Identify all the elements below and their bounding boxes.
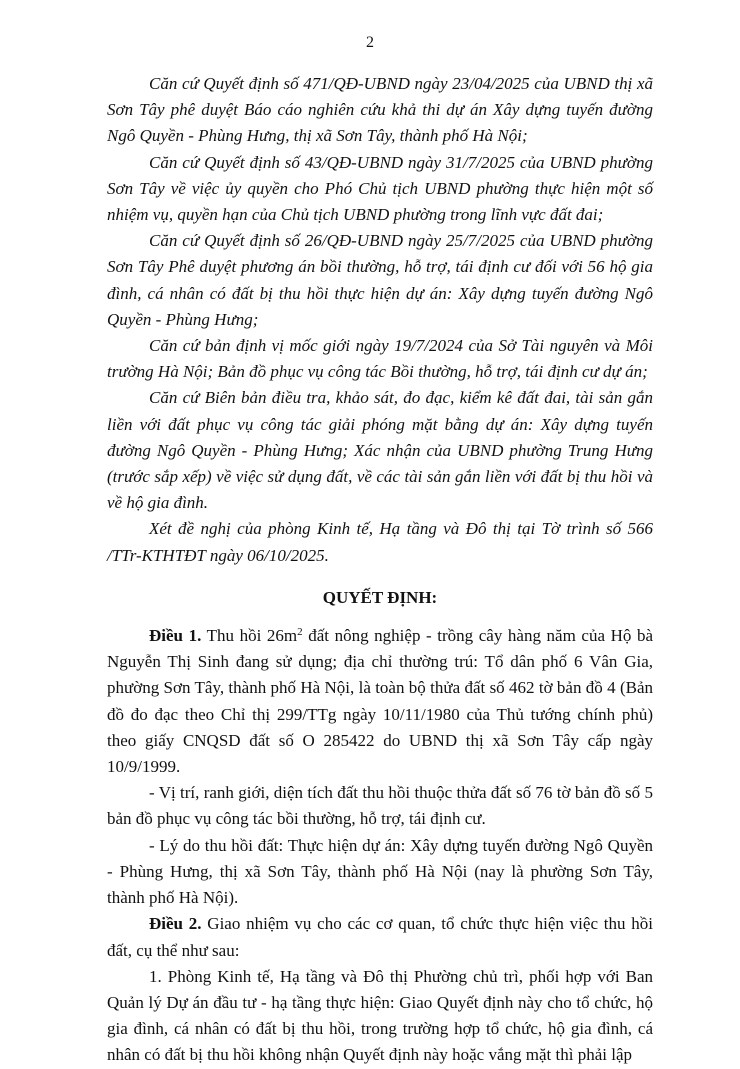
recital-3: Căn cứ Quyết định số 26/QĐ-UBND ngày 25/7/2025 của UBND phường Sơn Tây Phê duyệt phương án bồi thường, hỗ trợ, tái định cư đối với 56 hộ gia đình, cá nhân có đất bị thu hồi thực hiện dự án: Xây dựng tuyến đường Ngô Quyền - Phùng Hưng; xyxy=(107,231,653,329)
article-1-label: Điều 1. xyxy=(149,626,202,646)
article-1-bullet-location: - Vị trí, ranh giới, diện tích đất thu hồi thuộc thửa đất số 76 tờ bản đồ số 5 bản đồ phục vụ công tác bồi thường, hỗ trợ, tái định cư. xyxy=(107,783,653,829)
article-1-text-b: đất nông nghiệp - trồng cây hàng năm của Hộ bà Nguyễn Thị Sinh đang sử dụng; địa chỉ thường trú: Tổ dân phố 6 Vân Gia, phường Sơn Tây, thành phố Hà Nội, là toàn bộ thửa đất số 462 tờ bản đồ 4 (Bản đồ đo đạc theo Chỉ thị 299/TTg ngày 10/11/1980 của Thủ tướng chính phủ) theo giấy CNQSD đất số O 285422 do UBND thị xã Sơn Tây cấp ngày 10/9/1999. xyxy=(107,626,654,777)
recital-6: Xét đề nghị của phòng Kinh tế, Hạ tầng và Đô thị tại Tờ trình số 566 /TTr-KTHTĐT ngày 06/10/2025. xyxy=(107,519,653,565)
article-1-text-a: Thu hồi 26m xyxy=(201,626,298,646)
article-2-item-1: 1. Phòng Kinh tế, Hạ tầng và Đô thị Phường chủ trì, phối hợp với Ban Quản lý Dự án đầu tư - hạ tầng thực hiện: Giao Quyết định này cho tổ chức, hộ gia đình, cá nhân có đất bị thu hồi, trong trường hợp tổ chức, hộ gia đình, cá nhân có đất bị thu hồi không nhận Quyết định này hoặc vắng mặt thì phải lập xyxy=(107,966,653,1065)
article-1-bullet-reason: - Lý do thu hồi đất: Thực hiện dự án: Xây dựng tuyến đường Ngô Quyền - Phùng Hưng, thị xã Sơn Tây, thành phố Hà Nội (nay là phường Sơn Tây, thành phố Hà Nội). xyxy=(107,835,653,908)
recital-4: Căn cứ bản định vị mốc giới ngày 19/7/2024 của Sở Tài nguyên và Môi trường Hà Nội; Bản đồ phục vụ công tác Bồi thường, hỗ trợ, tái định cư dự án; xyxy=(107,336,653,382)
article-2-label: Điều 2. xyxy=(149,914,202,934)
article-2-text: Giao nhiệm vụ cho các cơ quan, tổ chức thực hiện việc thu hồi đất, cụ thể như sau: xyxy=(107,914,653,960)
recital-2: Căn cứ Quyết định số 43/QĐ-UBND ngày 31/7/2025 của UBND phường Sơn Tây về việc ủy quyền cho Phó Chủ tịch UBND phường thực hiện một số nhiệm vụ, quyền hạn của Chủ tịch UBND phường trong lĩnh vực đất đai; xyxy=(107,152,653,225)
page-number: 2 xyxy=(366,34,374,51)
article-1 xyxy=(107,623,653,780)
recital-5: Căn cứ Biên bản điều tra, khảo sát, đo đạc, kiểm kê đất đai, tài sản gắn liền với đất phục vụ công tác giải phóng mặt bằng dự án: Xây dựng tuyến đường Ngô Quyền - Phùng Hưng; Xác nhận của UBND phường Trung Hưng (trước sắp xếp) về việc sử dụng đất, về các tài sản gắn liền với đất bị thu hồi và về hộ gia đình. xyxy=(107,388,653,513)
article-2 xyxy=(107,911,653,963)
document-body xyxy=(107,71,653,1069)
area-unit-superscript: 2 xyxy=(297,626,303,639)
decision-title: QUYẾT ĐỊNH: xyxy=(322,587,438,607)
recital-1: Căn cứ Quyết định số 471/QĐ-UBND ngày 23/04/2025 của UBND thị xã Sơn Tây phê duyệt Báo cáo nghiên cứu khả thi dự án Xây dựng tuyến đường Ngô Quyền - Phùng Hưng, thị xã Sơn Tây, thành phố Hà Nội; xyxy=(107,74,653,146)
